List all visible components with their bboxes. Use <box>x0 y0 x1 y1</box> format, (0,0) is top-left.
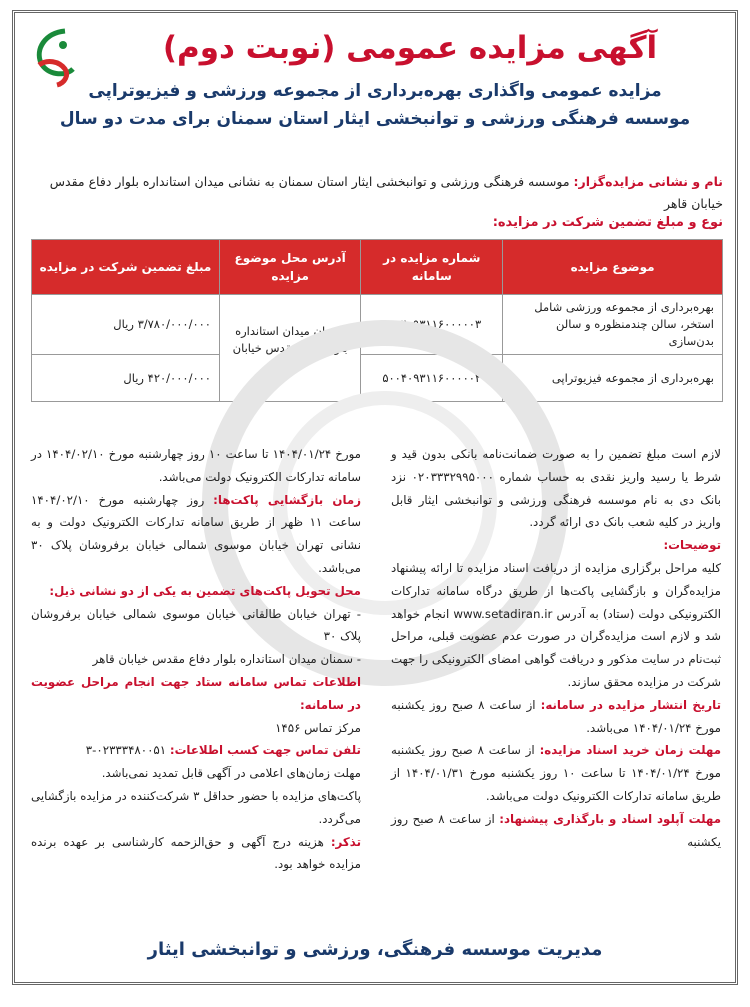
row-number: ۵۰۰۴۰۹۳۱۱۶۰۰۰۰۰۳ <box>361 295 503 355</box>
phone-label: تلفن تماس جهت کسب اطلاعات: <box>169 743 361 758</box>
row-address: سمنان میدان استانداره بلوار دفاع مقدس خیابان قاهر <box>219 295 360 402</box>
auction-table <box>31 239 723 402</box>
opening-label: زمان بازگشایی پاکت‌ها: <box>213 492 362 507</box>
upload-deadline-label: مهلت آپلود اسناد و بارگذاری پیشنهاد: <box>499 811 721 826</box>
process-text: کلیه مراحل برگزاری مزایده از دریافت اسناد مزایده تا ارائه پیشنهاد مزایده‌گران و بازگشایی پاکت‌ها از طریق درگاه سامانه تدارکات الکترونیکی دولت (ستاد) به آدرس www.setadiran.ir انجام خواهد شد و لازم است مزایده‌گران در صورت عدم عضویت قبلی، مراحل ثبت‌نام در سایت مذکور و دریافت گواهی امضای الکترونیکی را جهت شرکت در مزایده محقق سازند. <box>391 560 721 689</box>
row-number: ۵۰۰۴۰۹۳۱۱۶۰۰۰۰۰۴ <box>361 355 503 402</box>
guarantee-label: نوع و مبلغ تضمین شرکت در مزایده: <box>492 215 723 230</box>
details-right-column <box>391 443 721 853</box>
remark-label: تذکر: <box>330 834 362 849</box>
table-header-row <box>32 240 723 295</box>
notice-subtitle <box>25 77 725 133</box>
row-subject: بهره‌برداری از مجموعه ورزشی شامل استخر، سالن چندمنظوره و سالن بدن‌سازی <box>503 295 723 355</box>
footer-signature: مدیریت موسسه فرهنگی، ورزشی و توانبخشی ایثار <box>147 939 603 960</box>
header-subject: موضوع مزایده <box>503 240 723 295</box>
delivery-address-1: - تهران خیابان طالقانی خیابان موسوی شمالی خیابان برفروشان پلاک ۳۰ <box>31 606 361 644</box>
row-subject: بهره‌برداری از مجموعه فیزیوتراپی <box>503 355 723 402</box>
delivery-address-2: - سمنان میدان استانداره بلوار دفاع مقدس خیابان قاهر <box>92 652 361 667</box>
purchase-deadline-label: مهلت زمان خرید اسناد مزایده: <box>539 743 722 758</box>
delivery-label: محل تحویل پاکت‌های تضمین به یکی از دو نشانی ذیل: <box>49 583 361 598</box>
upload-deadline-text: از ساعت ۸ صبح روز یکشنبه <box>391 811 721 849</box>
header-number: شماره مزایده در سامانه <box>361 240 503 295</box>
table-row <box>32 295 723 355</box>
setad-contact-text: مرکز تماس ۱۴۵۶ <box>275 720 361 735</box>
header-address: آدرس محل موضوع مزایده <box>219 240 360 295</box>
table-row <box>32 355 723 402</box>
upload-deadline-continued: مورخ ۱۴۰۴/۰۱/۲۴ تا ساعت ۱۰ روز چهارشنبه مورخ ۱۴۰۴/۰۲/۱۰ در سامانه تدارکات الکترونیک دولت می‌باشد. <box>31 447 361 484</box>
row-amount: ۴۲۰/۰۰۰/۰۰۰ ریال <box>32 355 220 402</box>
auctioneer-label: نام و نشانی مزایده‌گزار: <box>573 174 723 189</box>
opening-text: روز چهارشنبه مورخ ۱۴۰۴/۰۲/۱۰ ساعت ۱۱ ظهر از طریق سامانه تدارکات الکترونیک دولت و به نشانی تهران خیابان موسوی شمالی خیابان برفروشان پلاک ۳۰ می‌باشد. <box>31 492 361 575</box>
notice-title: آگهی مزایده عمومی (نوبت دوم) <box>162 30 658 66</box>
publish-date-label: تاریخ انتشار مزایده در سامانه: <box>540 697 722 712</box>
opening-note: پاکت‌های مزایده با حضور حداقل ۳ شرکت‌کننده در مزایده بازگشایی می‌گردد. <box>31 788 361 826</box>
deadline-note: مهلت زمان‌های اعلامی در آگهی قابل تمدید نمی‌باشد. <box>101 766 361 781</box>
auctioneer-text: موسسه فرهنگی ورزشی و توانبخشی ایثار استان سمنان به نشانی میدان استانداره بلوار دفاع مقدس خیابان قاهر <box>49 174 723 211</box>
setad-contact-label: اطلاعات تماس سامانه ستاد جهت انجام مراحل عضویت در سامانه: <box>31 674 361 712</box>
remark-text: هزینه درج آگهی و حق‌الزحمه کارشناسی بر عهده برنده مزایده خواهد بود. <box>31 834 361 872</box>
auctioneer-info <box>27 171 723 215</box>
purchase-deadline-text: از ساعت ۸ صبح روز یکشنبه مورخ ۱۴۰۴/۰۱/۲۴ تا ساعت ۱۰ روز یکشنبه مورخ ۱۴۰۴/۰۱/۳۱ از طریق سامانه تدارکات الکترونیک دولت می‌باشد. <box>391 743 721 803</box>
notes-label: توضیحات: <box>663 538 721 553</box>
subtitle-line-2: موسسه فرهنگی ورزشی و توانبخشی ایثار استان سمنان برای مدت دو سال <box>59 109 691 129</box>
row-amount: ۳/۷۸۰/۰۰۰/۰۰۰ ریال <box>32 295 220 355</box>
publish-date-text: از ساعت ۸ صبح روز یکشنبه مورخ ۱۴۰۴/۰۱/۲۴ می‌باشد. <box>391 697 721 735</box>
header-amount: مبلغ تضمین شرکت در مزایده <box>32 240 220 295</box>
guarantee-payment-text: لازم است مبلغ تضمین را به صورت ضمانت‌نامه بانکی بدون قید و شرط یا رسید واریز نقدی به حساب شماره ۰۲۰۳۳۳۲۹۹۵۰۰۰ نزد بانک دی به نام موسسه فرهنگی ورزشی و توانبخشی ایثار قابل واریز در کلیه شعب بانک دی ارائه گردد. <box>391 447 721 530</box>
phone-number: ۰۲۳۳۳۴۸۰۰۵۱-۳ <box>85 743 167 758</box>
details-left-column <box>31 443 361 876</box>
notice-page <box>12 10 738 985</box>
subtitle-line-1: مزایده عمومی واگذاری بهره‌برداری از مجموعه ورزشی و فیزیوتراپی <box>88 81 662 101</box>
